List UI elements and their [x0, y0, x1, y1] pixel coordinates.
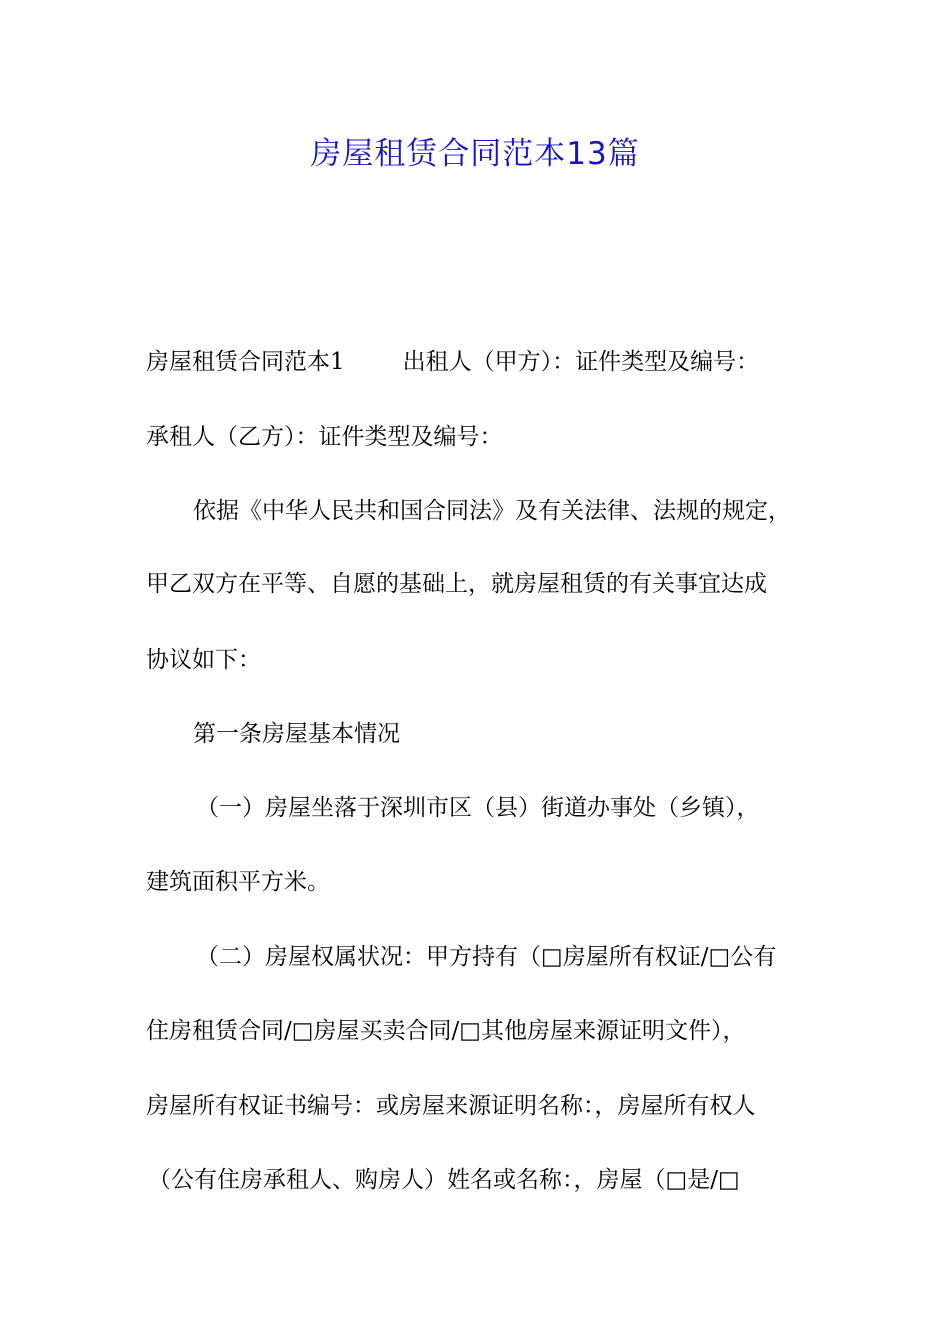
- section-heading: 房屋租赁合同范本1: [146, 349, 345, 375]
- paragraph-line: （二）房屋权属状况：甲方持有（□房屋所有权证/□公有: [196, 944, 777, 970]
- lessor-field-label: 出租人（甲方）：证件类型及编号：: [402, 349, 760, 375]
- paragraph-line: 住房租赁合同/□房屋买卖合同/□其他房屋来源证明文件），: [146, 1018, 746, 1044]
- paragraph-line: 甲乙双方在平等、自愿的基础上，就房屋租赁的有关事宜达成: [146, 571, 767, 597]
- paragraph-line: [146, 347, 759, 377]
- paragraph-line: 承租人（乙方）：证件类型及编号：: [146, 424, 503, 450]
- paragraph-line: （一）房屋坐落于深圳市区（县）街道办事处（乡镇），: [196, 795, 760, 821]
- paragraph-line: 依据《中华人民共和国合同法》及有关法律、法规的规定，: [193, 498, 791, 524]
- paragraph-line: 建筑面积平方米。: [146, 869, 330, 895]
- paragraph-line: （公有住房承租人、购房人）姓名或名称：，房屋（□是/□: [148, 1167, 740, 1193]
- document-title: 房屋租赁合同范本13篇: [310, 136, 640, 172]
- paragraph-line: 房屋所有权证书编号：或房屋来源证明名称：，房屋所有权人: [146, 1093, 756, 1119]
- article-heading: 第一条房屋基本情况: [193, 721, 400, 747]
- paragraph-line: 协议如下：: [146, 647, 261, 673]
